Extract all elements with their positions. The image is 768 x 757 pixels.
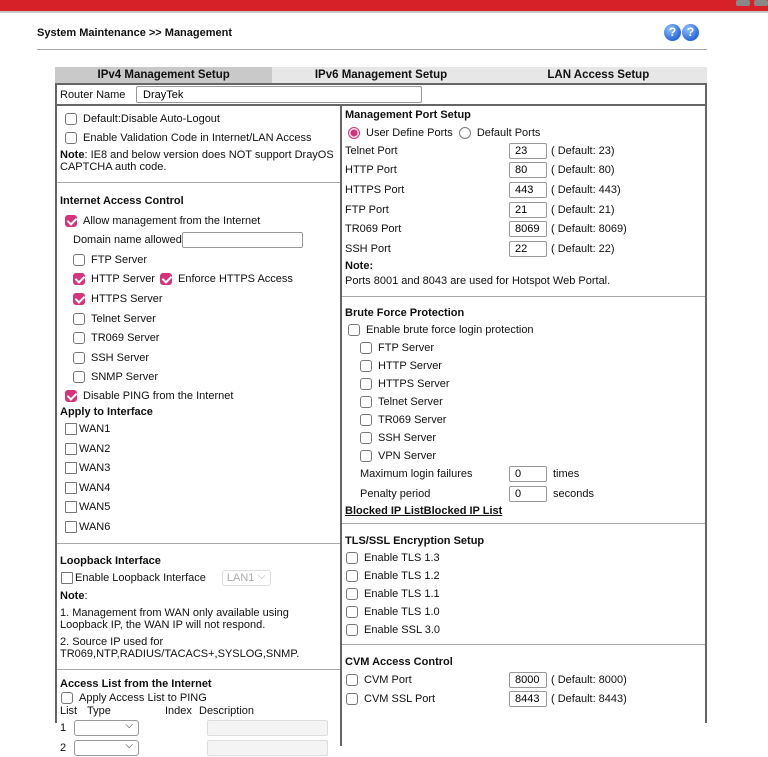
divider: [57, 669, 340, 670]
port-default: ( Default: 80): [551, 164, 615, 177]
bf-telnet-label: Telnet Server: [378, 395, 443, 408]
domain-input[interactable]: [182, 232, 303, 248]
port-row: [342, 200, 705, 220]
wan-option: [57, 517, 340, 537]
max-failures-unit: times: [553, 468, 580, 481]
wan-option: [57, 478, 340, 498]
wan5-label: WAN5: [79, 501, 111, 514]
bf-vpn-checkbox[interactable]: [360, 450, 372, 462]
type-select[interactable]: [74, 740, 139, 756]
tls10-label: Enable TLS 1.0: [364, 605, 440, 618]
port-note: Ports 8001 and 8043 are used for Hotspot Web Portal.: [345, 275, 611, 288]
ssl30-label: Enable SSL 3.0: [364, 623, 441, 636]
user-define-radio[interactable]: [348, 127, 360, 139]
loopback-label: Enable Loopback Interface: [75, 572, 206, 585]
access-list-row: [57, 718, 340, 738]
list-number: 1: [60, 722, 67, 735]
ftp-port-label: FTP Port: [345, 203, 389, 216]
server-http: [57, 270, 340, 290]
tab-bar: [55, 67, 707, 83]
port-row: [342, 239, 705, 259]
allow-mgmt-option: [57, 211, 340, 231]
tls12-label: Enable TLS 1.2: [364, 569, 440, 582]
user-define-label: User Define Ports: [366, 126, 453, 139]
ftp-server-label: FTP Server: [91, 253, 148, 266]
type-select[interactable]: [74, 720, 139, 736]
default-ports-label: Default Ports: [476, 126, 541, 139]
brute-force-enable-checkbox[interactable]: [348, 324, 360, 336]
banner-icon[interactable]: [754, 0, 768, 6]
tr069-server-label: TR069 Server: [91, 332, 160, 345]
bf-server-https: [342, 375, 705, 393]
port-row: [342, 219, 705, 239]
tls-option: [342, 549, 705, 567]
router-name-row: [57, 85, 705, 106]
https-port-input[interactable]: [509, 182, 547, 198]
settings-panel: [55, 83, 707, 754]
ftp-server-checkbox[interactable]: [73, 254, 85, 266]
tls11-label: Enable TLS 1.1: [364, 587, 440, 600]
bf-http-label: HTTP Server: [378, 359, 442, 372]
bf-server-telnet: [342, 393, 705, 411]
port-default: ( Default: 23): [551, 144, 615, 157]
https-server-label: HTTPS Server: [91, 292, 163, 305]
wan4-checkbox[interactable]: [65, 482, 77, 494]
router-name-label: Router Name: [60, 88, 126, 101]
wan1-checkbox[interactable]: [65, 423, 77, 435]
penalty-row: [342, 484, 705, 504]
list-number: 2: [60, 741, 67, 754]
loopback-option: [57, 569, 340, 589]
help-icon[interactable]: ?: [682, 24, 699, 41]
note-label: Note: [60, 149, 85, 162]
banner-icon[interactable]: [736, 0, 750, 6]
penalty-unit: seconds: [553, 487, 594, 500]
brute-force-enable-label: Enable brute force login protection: [366, 323, 534, 336]
port-default: ( Default: 8069): [551, 223, 627, 236]
server-ssh: [57, 348, 340, 368]
domain-label: Domain name allowed: [73, 234, 182, 247]
domain-row: [57, 230, 340, 250]
server-ftp: [57, 250, 340, 270]
port-row: [342, 141, 705, 161]
allow-mgmt-label: Allow management from the Internet: [83, 214, 261, 227]
auto-logout-label: Default:Disable Auto-Logout: [83, 112, 220, 125]
divider: [342, 523, 705, 524]
telnet-port-input[interactable]: [509, 143, 547, 159]
wan1-label: WAN1: [79, 422, 111, 435]
server-snmp: [57, 368, 340, 388]
bf-server-http: [342, 357, 705, 375]
bf-ssh-label: SSH Server: [378, 431, 437, 444]
ssl30-checkbox[interactable]: [346, 624, 358, 636]
col-description-header: Description: [199, 705, 255, 718]
loopback-note-1: 1. Management from WAN only available using Loopback IP, the WAN IP will not respond.: [60, 607, 289, 632]
http-server-checkbox[interactable]: [73, 273, 85, 285]
port-default: ( Default: 8443): [551, 693, 627, 706]
bf-tr069-label: TR069 Server: [378, 413, 447, 426]
bf-ftp-label: FTP Server: [378, 341, 435, 354]
bf-http-checkbox[interactable]: [360, 360, 372, 372]
enforce-https-checkbox[interactable]: [160, 273, 172, 285]
loopback-note-2: 2. Source IP used for TR069,NTP,RADIUS/TACACS+,SYSLOG,SNMP.: [60, 636, 300, 661]
loopback-checkbox[interactable]: [61, 572, 73, 584]
divider: [342, 296, 705, 297]
wan-option: [57, 458, 340, 478]
help-icon[interactable]: ?: [664, 24, 681, 41]
port-note-title: Note:: [345, 260, 374, 273]
note-text: : IE8 and below version does NOT support DrayOS CAPTCHA auth code.: [60, 149, 334, 174]
bf-ssh-checkbox[interactable]: [360, 432, 372, 444]
access-list-row: [57, 738, 340, 757]
default-ports-radio[interactable]: [459, 127, 471, 139]
wan-option: [57, 439, 340, 459]
tls-option: [342, 603, 705, 621]
bf-vpn-label: VPN Server: [378, 449, 437, 462]
tls-option: [342, 621, 705, 639]
right-column: [342, 106, 705, 746]
wan3-label: WAN3: [79, 462, 111, 475]
wan5-checkbox[interactable]: [65, 501, 77, 513]
description-input[interactable]: [207, 740, 328, 756]
header-divider: [37, 49, 707, 50]
note-label: Note: [60, 590, 85, 603]
divider: [57, 543, 340, 544]
bf-tr069-checkbox[interactable]: [360, 414, 372, 426]
port-row: [342, 161, 705, 181]
loopback-lan-select[interactable]: LAN1 ⌵: [222, 570, 272, 586]
enforce-https-label: Enforce HTTPS Access: [177, 273, 293, 286]
snmp-server-label: SNMP Server: [91, 371, 159, 384]
tab-lan-access[interactable]: LAN Access Setup: [490, 67, 707, 83]
port-default: ( Default: 21): [551, 203, 615, 216]
col-index-header: Index: [165, 705, 192, 718]
access-list-header: [57, 704, 340, 718]
http-port-label: HTTP Port: [345, 164, 397, 177]
router-name-input[interactable]: [136, 86, 422, 103]
col-type-header: Type: [87, 705, 111, 718]
banner-icons: [736, 0, 768, 6]
port-default: ( Default: 22): [551, 242, 615, 255]
ssh-server-checkbox[interactable]: [73, 352, 85, 364]
disable-ping-option: [57, 387, 340, 404]
apply-interface-title: Apply to Interface: [60, 405, 153, 418]
bf-server-vpn: [342, 447, 705, 465]
apply-ping-option: [57, 691, 340, 704]
wan3-checkbox[interactable]: [65, 462, 77, 474]
tls-option: [342, 585, 705, 603]
ssh-port-input[interactable]: [509, 241, 547, 257]
tls-title: TLS/SSL Encryption Setup: [345, 535, 485, 548]
divider: [57, 182, 340, 183]
max-failures-row: [342, 465, 705, 485]
col-list-header: List: [60, 705, 78, 718]
penalty-label: Penalty period: [360, 487, 431, 500]
loopback-note-title: [57, 588, 340, 603]
cvm-title: CVM Access Control: [345, 655, 453, 668]
allow-mgmt-checkbox[interactable]: [65, 215, 77, 227]
ie8-note: [57, 148, 340, 174]
telnet-server-checkbox[interactable]: [73, 313, 85, 325]
penalty-input[interactable]: [509, 486, 547, 502]
cvm-ssl-port-checkbox[interactable]: [346, 693, 358, 705]
http-port-input[interactable]: [509, 162, 547, 178]
https-server-checkbox[interactable]: [73, 293, 85, 305]
breadcrumb: System Maintenance >> Management: [37, 27, 233, 39]
tr069-server-checkbox[interactable]: [73, 332, 85, 344]
wan6-label: WAN6: [79, 520, 111, 533]
bf-https-label: HTTPS Server: [378, 377, 450, 390]
cvm-port-label: CVM Port: [364, 673, 412, 686]
max-failures-label: Maximum login failures: [360, 468, 473, 481]
ftp-port-input[interactable]: [509, 202, 547, 218]
validation-code-label: Enable Validation Code in Internet/LAN Access: [83, 132, 312, 145]
wan-option: [57, 419, 340, 439]
note-colon: :: [84, 590, 88, 603]
disable-ping-checkbox[interactable]: [65, 390, 77, 402]
tls13-checkbox[interactable]: [346, 552, 358, 564]
snmp-server-checkbox[interactable]: [73, 371, 85, 383]
auto-logout-option: [57, 109, 340, 129]
telnet-server-label: Telnet Server: [91, 312, 156, 325]
ssh-port-label: SSH Port: [345, 242, 391, 255]
left-column: [57, 106, 342, 754]
tls12-checkbox[interactable]: [346, 570, 358, 582]
access-list-title: Access List from the Internet: [60, 677, 212, 690]
brute-force-title: Brute Force Protection: [345, 307, 465, 320]
divider: [342, 644, 705, 645]
bf-ftp-checkbox[interactable]: [360, 342, 372, 354]
cvm-port-checkbox[interactable]: [346, 674, 358, 686]
auto-logout-checkbox[interactable]: [65, 113, 77, 125]
ssh-server-label: SSH Server: [91, 351, 150, 364]
validation-code-checkbox[interactable]: [65, 132, 77, 144]
server-telnet: [57, 309, 340, 329]
bf-server-ftp: [342, 339, 705, 357]
validation-code-option: [57, 129, 340, 149]
wan-option: [57, 498, 340, 518]
cvm-ssl-port-row: [342, 689, 705, 709]
max-failures-input[interactable]: [509, 466, 547, 482]
disable-ping-label: Disable PING from the Internet: [83, 389, 234, 402]
loopback-title: Loopback Interface: [60, 555, 161, 568]
cvm-port-row: [342, 670, 705, 690]
server-tr069: [57, 328, 340, 348]
bf-server-tr069: [342, 411, 705, 429]
bf-telnet-checkbox[interactable]: [360, 396, 372, 408]
apply-ping-label: Apply Access List to PING: [79, 691, 207, 704]
tls11-checkbox[interactable]: [346, 588, 358, 600]
tls10-checkbox[interactable]: [346, 606, 358, 618]
wan2-label: WAN2: [79, 442, 111, 455]
apply-ping-checkbox[interactable]: [61, 692, 73, 704]
tab-ipv4-management[interactable]: IPv4 Management Setup: [55, 67, 272, 83]
brute-force-enable-option: [342, 321, 705, 339]
port-mode-row: [342, 124, 705, 141]
tr069-port-input[interactable]: [509, 221, 547, 237]
port-row: [342, 180, 705, 200]
port-default: ( Default: 443): [551, 183, 621, 196]
description-input[interactable]: [207, 720, 328, 736]
blocked-ip-list-link[interactable]: Blocked IP ListBlocked IP List: [345, 504, 503, 517]
port-default: ( Default: 8000): [551, 673, 627, 686]
telnet-port-label: Telnet Port: [345, 144, 398, 157]
cvm-port-input[interactable]: [509, 672, 547, 688]
bf-https-checkbox[interactable]: [360, 378, 372, 390]
mgmt-port-title: Management Port Setup: [345, 109, 471, 121]
wan2-checkbox[interactable]: [65, 443, 77, 455]
https-port-label: HTTPS Port: [345, 183, 405, 196]
server-https: [57, 289, 340, 309]
wan4-label: WAN4: [79, 481, 111, 494]
tr069-port-label: TR069 Port: [345, 223, 402, 236]
wan6-checkbox[interactable]: [65, 521, 77, 533]
internet-access-title: Internet Access Control: [60, 194, 184, 207]
tls-option: [342, 567, 705, 585]
http-server-label: HTTP Server: [91, 273, 155, 286]
bf-server-ssh: [342, 429, 705, 447]
cvm-ssl-port-label: CVM SSL Port: [364, 693, 436, 706]
cvm-ssl-port-input[interactable]: [509, 691, 547, 707]
top-banner: [0, 0, 768, 13]
tls13-label: Enable TLS 1.3: [364, 551, 440, 564]
tab-ipv6-management[interactable]: IPv6 Management Setup: [272, 67, 489, 83]
